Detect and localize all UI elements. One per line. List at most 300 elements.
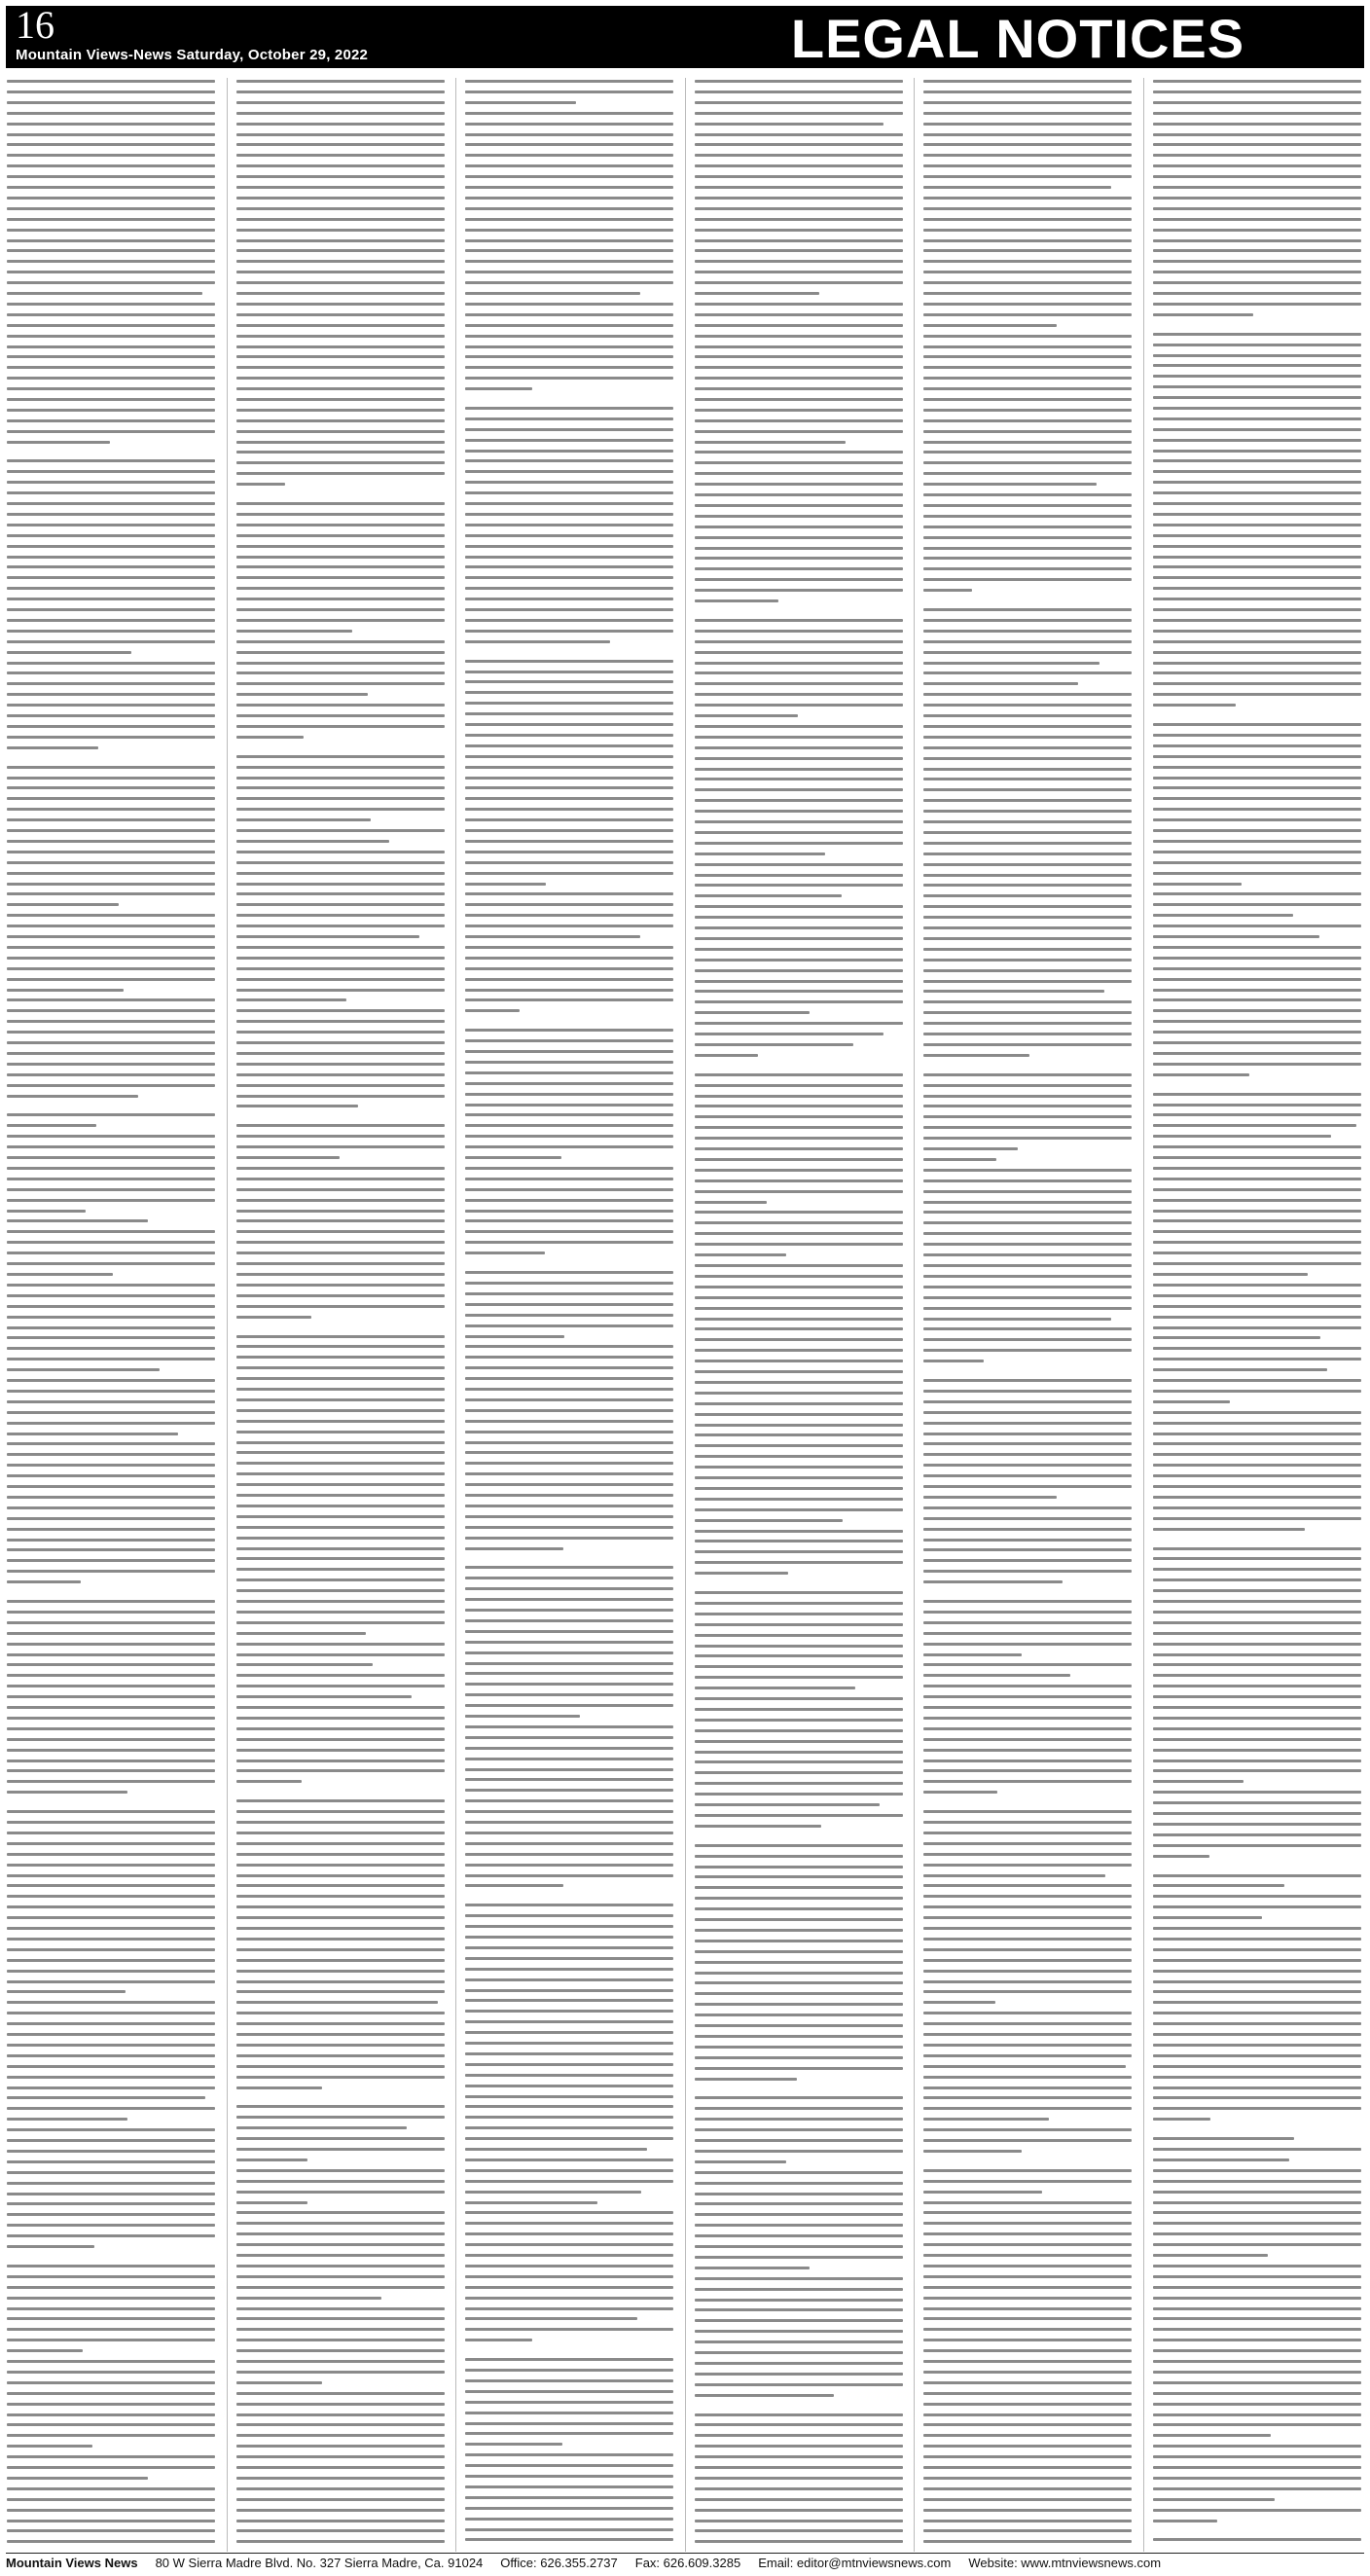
notice-text-line [923,2477,1132,2480]
notice-text-line [236,2381,322,2384]
notice-text-line [695,2299,903,2302]
notice-text-line [7,1453,215,1456]
notice-text-line [923,430,1132,433]
notice-text-line [695,1115,903,1118]
notice-text-line [7,1474,215,1477]
notice-text-line [923,271,1132,273]
notice-text-line [1153,2033,1361,2036]
notice-text-line [1153,1557,1361,1560]
notice-text-line [236,565,445,568]
notice-text-line [695,1033,883,1035]
notice-text-line [465,2286,673,2289]
notice-text-line [236,112,445,115]
notice-text-line [236,2254,445,2257]
notice-text-line [236,829,445,832]
notice-text-line [695,2445,903,2448]
notice-text-line [923,2275,1132,2278]
notice-text-line [465,2339,532,2341]
notice-text-line [465,2432,673,2435]
notice-text-line [695,1370,903,1373]
notice-text-line [695,1392,903,1395]
notice-text-line [923,2307,1132,2310]
notice-text-line [1153,1663,1361,1666]
notice-text-line [923,2180,1132,2183]
notice-text-line [7,1760,215,1762]
notice-text-line [695,1307,903,1310]
notice-text-line [1153,1178,1361,1180]
notice-text-line [695,1875,903,1878]
notice-text-line [1153,2297,1361,2300]
notice-text-line [1153,957,1361,960]
notice-text-line [695,2139,903,2142]
notice-text-line [465,1420,673,1423]
notice-text-line [1153,218,1361,221]
notice-text-line [465,1547,563,1550]
notice-text-line [7,576,215,579]
notice-text-line [465,2105,673,2108]
notice-text-line [695,1201,767,1204]
notice-text-line [923,1695,1132,1698]
notice-text-line [695,704,903,707]
notice-text-line [7,786,215,789]
notice-text-line [236,1366,445,1369]
notice-text-line [236,186,445,189]
notice-text-line [7,1230,215,1233]
notice-text-line [236,2012,445,2014]
notice-text-line [7,1769,215,1772]
notice-text-line [236,1547,445,1550]
notice-text-line [1153,2275,1361,2278]
notice-text-line [236,313,445,316]
notice-text-line [465,207,673,210]
notice-text-line [236,2371,445,2374]
paper-dateline: Mountain Views-News Saturday, October 29, 2022 [16,47,369,63]
notice-text-line [695,1433,903,1436]
notice-text-line [7,207,215,210]
notice-text-line [1153,2339,1361,2341]
notice-text-line [1153,1145,1361,1148]
notice-text-line [7,1517,215,1520]
notice-text-line [465,2211,673,2214]
notice-text-line [1153,1980,1361,1983]
notice-text-line [695,2171,903,2174]
notice-text-line [236,1874,445,1877]
notice-text-line [923,355,1132,358]
notice-text-line [7,829,215,832]
notice-text-line [695,1179,903,1182]
notice-text-line [695,1708,903,1711]
notice-text-line [1153,1959,1361,1962]
notice-text-line [7,1241,215,1244]
notice-text-line [695,2362,903,2365]
notice-text-line [7,1580,81,1583]
notice-text-line [465,2232,673,2235]
notice-text-line [236,1451,445,1454]
notice-text-line [923,1959,1132,1962]
notice-text-line [7,2150,215,2153]
notice-text-line [695,366,903,369]
notice-text-line [923,2096,1132,2099]
notice-text-line [695,80,903,83]
notice-text-line [7,1916,215,1919]
notice-text-line [465,1978,673,1981]
notice-text-line [465,459,673,462]
notice-text-line [236,2392,445,2395]
notice-text-line [695,820,903,823]
notice-text-line [465,2275,673,2278]
notice-text-line [7,872,215,875]
notice-text-line [236,989,445,992]
notice-text-line [1153,2381,1361,2384]
notice-text-line [7,324,215,327]
page-number: 16 [16,3,54,47]
notice-text-line [465,744,673,747]
notice-text-line [1153,2254,1268,2257]
notice-text-line [695,926,903,929]
notice-text-line [695,218,903,221]
notice-text-line [465,1566,673,1569]
notice-text-line [923,80,1132,83]
notice-text-line [695,1634,903,1637]
notice-text-line [1153,1294,1361,1297]
notice-text-line [465,1936,673,1939]
notice-text-line [236,398,445,401]
notice-text-line [465,1431,673,1433]
notice-text-line [923,1706,1132,1709]
notice-text-line [695,693,903,696]
notice-text-line [695,1961,903,1964]
notice-text-line [923,154,1132,157]
notice-text-line [695,1907,903,1910]
notice-text-line [236,640,445,643]
notice-text-line [695,1402,903,1405]
notice-text-line [236,1589,445,1592]
notice-text-line [1153,2509,1361,2512]
notice-text-line [923,1243,1132,1246]
notice-text-line [1153,175,1361,178]
notice-text-line [465,164,673,167]
notice-text-line [7,2349,83,2352]
notice-text-line [236,91,445,93]
notice-text-line [236,355,445,358]
notice-text-line [236,1472,445,1475]
notice-text-line [236,587,445,590]
notice-text-line [923,2139,1132,2142]
notice-text-line [236,2201,307,2204]
notice-text-line [923,1663,1132,1666]
notice-text-line [923,207,1132,210]
notice-text-line [7,1178,215,1180]
notice-text-line [695,504,903,507]
notice-text-line [465,660,673,663]
notice-text-line [923,2466,1132,2469]
notice-text-line [465,1725,673,1728]
notice-text-line [465,818,673,821]
notice-text-line [923,260,1132,263]
notice-text-line [695,112,903,115]
notice-text-line [1153,1812,1361,1815]
notice-text-line [1153,608,1361,611]
notice-text-line [1153,1791,1361,1794]
notice-text-line [695,419,903,422]
notice-text-line [1153,1823,1361,1826]
notice-text-line [7,1262,215,1265]
notice-text-line [1153,354,1361,357]
notice-text-line [236,1241,445,1244]
notice-text-line [923,387,1132,390]
notice-text-line [7,1219,148,1222]
notice-text-line [695,164,903,167]
notice-text-line [1153,1780,1244,1783]
notice-text-line [7,630,215,633]
notice-text-line [695,207,903,210]
notice-text-line [7,2498,215,2501]
notice-text-line [465,2116,673,2119]
notice-text-line [465,723,673,726]
notice-text-line [236,303,445,306]
notice-text-line [236,534,445,537]
notice-text-line [923,2328,1132,2331]
notice-text-line [7,892,215,895]
notice-text-line [465,640,610,643]
notice-text-line [1153,1262,1361,1265]
notice-text-line [465,777,673,780]
notice-text-line [236,2275,445,2278]
notice-text-line [236,840,389,843]
notice-text-line [465,2464,673,2467]
notice-text-line [7,1539,215,1542]
notice-text-line [465,892,673,895]
notice-text-line [1153,2191,1361,2194]
notice-text-line [465,1515,673,1518]
notice-text-line [7,1113,215,1116]
notice-text-line [1153,682,1361,685]
notice-text-line [1153,364,1361,367]
notice-text-line [695,1771,903,1774]
notice-text-line [1153,2076,1361,2079]
notice-text-line [923,2498,1132,2501]
notice-text-line [7,1864,215,1867]
notice-text-line [1153,303,1361,306]
notice-text-line [465,1292,673,1295]
notice-text-line [695,948,903,951]
notice-text-line [236,1409,445,1412]
notice-text-line [923,2191,1042,2194]
notice-text-line [236,1073,445,1076]
notice-text-line [7,1411,215,1414]
notice-text-line [923,884,1132,887]
notice-text-line [7,2413,215,2416]
notice-text-line [236,1537,445,1540]
notice-text-line [1153,630,1361,633]
notice-text-line [236,946,445,949]
notice-text-line [695,2330,903,2333]
notice-text-line [465,1199,673,1202]
notice-text-line [923,1927,1132,1930]
notice-text-line [465,1345,673,1348]
notice-text-line [923,640,1132,643]
notice-text-line [236,1780,302,1783]
notice-text-line [1153,671,1361,674]
notice-text-line [236,2317,445,2320]
notice-text-line [923,1033,1132,1035]
notice-text-line [465,1071,673,1074]
notice-text-line [236,2466,445,2469]
notice-text-line [923,419,1132,422]
notice-text-line [465,229,673,232]
notice-text-line [1153,1020,1361,1023]
notice-text-line [7,249,215,252]
notice-text-line [1153,545,1361,548]
notice-text-line [465,565,673,568]
notice-text-line [7,1400,215,1403]
footer-office-phone: Office: 626.355.2737 [500,2556,618,2570]
notice-text-line [923,101,1132,104]
notice-text-line [236,80,445,83]
notice-text-line [236,1230,445,1233]
notice-text-line [923,324,1057,327]
notice-text-line [1153,1611,1361,1614]
notice-text-line [695,387,903,390]
notice-text-line [695,1866,903,1869]
notice-text-line [1153,1284,1361,1287]
notice-text-line [7,1780,215,1783]
notice-text-line [1153,1135,1331,1138]
notice-text-line [236,239,445,242]
notice-text-line [465,186,673,189]
notice-text-line [1153,1442,1361,1445]
notice-text-line [236,1335,445,1338]
notice-text-line [7,292,202,295]
notice-text-line [695,1897,903,1900]
notice-text-line [923,1264,1132,1267]
notice-text-line [7,598,215,600]
notice-text-line [236,2360,445,2363]
notice-text-line [923,1000,1132,1003]
notice-text-line [236,1199,445,1202]
notice-text-line [236,1398,445,1401]
notice-text-line [923,1905,1132,1908]
notice-text-line [236,2001,438,2004]
notice-text-line [7,935,215,938]
notice-columns [6,78,1364,2552]
notice-text-line [695,894,842,897]
notice-text-line [465,851,673,853]
notice-text-line [1153,1990,1361,1993]
notice-text-line [1153,2044,1361,2047]
notice-text-line [236,2413,445,2416]
notice-text-line [695,451,903,454]
notice-text-line [7,682,215,685]
notice-text-line [695,937,903,940]
notice-text-line [1153,704,1236,707]
notice-text-line [1153,556,1361,559]
notice-text-line [923,2371,1132,2374]
notice-text-line [1153,186,1361,189]
notice-text-line [1153,417,1361,420]
notice-text-line [465,935,640,938]
notice-text-line [7,1095,138,1098]
notice-text-line [1153,1643,1361,1646]
notice-text-line [465,1693,673,1696]
notice-text-line [695,746,903,749]
notice-text-line [923,757,1132,760]
notice-text-line [465,2358,673,2361]
notice-text-line [1153,1600,1361,1603]
notice-text-line [7,1853,215,1856]
notice-text-line [923,1453,1132,1456]
notice-text-line [236,892,445,895]
notice-text-line [236,1420,445,1423]
notice-text-line [465,1914,673,1917]
notice-text-line [7,491,215,494]
notice-text-line [1153,946,1361,949]
notice-text-line [236,957,445,960]
notice-text-line [695,409,903,412]
notice-text-line [923,1105,1132,1107]
notice-text-line [923,515,1132,518]
notice-text-line [236,1632,366,1635]
notice-text-line [923,1528,1132,1531]
notice-text-line [7,409,215,412]
notice-text-line [695,1232,903,1235]
notice-text-line [236,872,445,875]
notice-text-line [7,2520,215,2522]
notice-text-line [7,1009,215,1012]
notice-text-line [923,1221,1132,1224]
notice-text-line [1153,1706,1361,1709]
notice-text-line [923,1539,1132,1542]
notice-text-line [7,1305,215,1308]
notice-text-line [465,2095,673,2098]
notice-text-line [695,281,903,284]
notice-text-line [7,1073,215,1076]
notice-text-line [1153,2243,1361,2246]
notice-text-line [695,430,903,433]
notice-text-line [465,1472,673,1475]
notice-text-line [236,1810,445,1813]
notice-text-line [7,2477,148,2480]
notice-text-line [923,91,1132,93]
notice-text-line [923,526,1132,528]
notice-text-line [695,1751,903,1754]
notice-text-line [1153,91,1361,93]
notice-text-line [1153,2232,1361,2235]
notice-text-line [1153,1485,1361,1488]
notice-text-line [236,556,445,559]
footer-email: Email: editor@mtnviewsnews.com [758,2556,952,2570]
notice-text-line [236,1799,445,1802]
notice-text-line [7,1041,215,1044]
notice-text-line [7,851,215,853]
notice-text-line [7,513,215,516]
notice-text-line [923,2392,1132,2395]
notice-text-line [236,1124,445,1127]
notice-text-line [923,1400,1132,1403]
notice-text-line [236,409,445,412]
notice-text-line [923,557,1132,560]
notice-text-line [465,691,673,694]
notice-text-line [695,969,903,972]
notice-text-line [465,989,673,992]
notice-text-line [695,133,903,136]
notice-text-line [923,1433,1132,1435]
notice-text-line [695,1466,903,1469]
notice-text-line [236,1884,445,1887]
notice-text-line [465,2528,673,2531]
notice-text-line [7,2328,215,2331]
notice-text-line [695,1105,903,1107]
